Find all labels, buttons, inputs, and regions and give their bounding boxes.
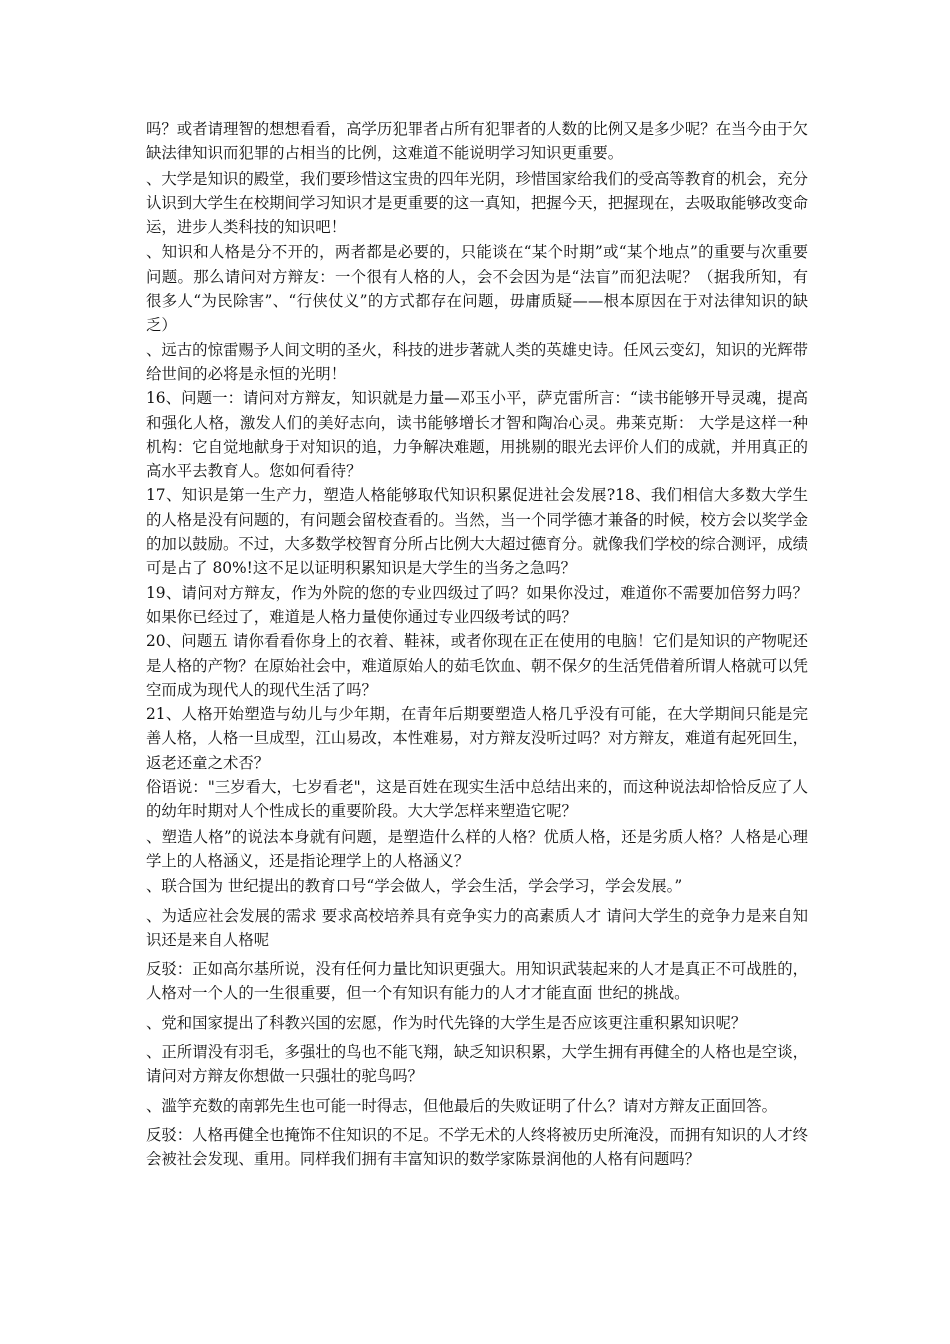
paragraph: 反驳：人格再健全也掩饰不住知识的不足。不学无术的人终将被历史所淹没，而拥有知识的人才终会被社会发现、重用。同样我们拥有丰富知识的数学家陈景润他的人格有问题吗？ — [146, 1125, 808, 1169]
paragraph: 、为适应社会发展的需求 要求高校培养具有竞争实力的高素质人才 请问大学生的竞争力是来自知识还是来自人格呢 — [146, 906, 808, 949]
paragraph: 、党和国家提出了科教兴国的宏愿，作为时代先锋的大学生是否应该更注重积累知识呢？ — [146, 1013, 747, 1032]
paragraph: 17、知识是第一生产力，塑造人格能够取代知识积累促进社会发展?18、我们相信大多数大学生的人格是没有问题的，有问题会留校查看的。当然，当一个同学德才兼备的时候，校方会以奖学金的加以鼓励。不过，大多数学校智育分所占比例大大超过德育分。就像我们学校的综合测评，成绩可是占了 80%!这不足以证明积累知识是大学生的当务之急吗？ — [146, 486, 808, 578]
paragraph: 、正所谓没有羽毛，多强壮的鸟也不能飞翔，缺乏知识积累，大学生拥有再健全的人格也是空谈，请问对方辩友你想做一只强壮的驼鸟吗？ — [146, 1042, 808, 1086]
document-body — [146, 117, 808, 1171]
paragraph: 、大学是知识的殿堂，我们要珍惜这宝贵的四年光阴，珍惜国家给我们的受高等教育的机会，充分认识到大学生在校期间学习知识才是更重要的这一真知，把握今天，把握现在，去吸取能够改变命运，进步人类科技的知识吧！ — [146, 169, 808, 237]
paragraph: 反驳：正如高尔基所说，没有任何力量比知识更强大。用知识武装起来的人才是真正不可战胜的，人格对一个人的一生很重要，但一个有知识有能力的人才才能直面 世纪的挑战。 — [146, 960, 808, 1003]
paragraph: 、联合国为 世纪提出的教育口号“学会做人，学会生活，学会学习，学会发展。” — [146, 877, 683, 896]
paragraph: 吗？或者请理智的想想看看，高学历犯罪者占所有犯罪者的人数的比例又是多少呢？在当今由于欠缺法律知识而犯罪的占相当的比例，这难道不能说明学习知识更重要。 — [146, 120, 808, 163]
paragraph: 19、请问对方辩友，作为外院的您的专业四级过了吗？如果你没过，难道你不需要加倍努力吗？如果你已经过了，难道是人格力量使你通过专业四级考试的吗？ — [146, 583, 808, 626]
paragraph: 20、问题五 请你看看你身上的衣着、鞋袜，或者你现在正在使用的电脑！它们是知识的产物呢还是人格的产物？在原始社会中，难道原始人的茹毛饮血、朝不保夕的生活凭借着所谓人格就可以凭空而成为现代人的现代生活了吗？ — [146, 632, 808, 699]
paragraph: 16、问题一：请问对方辩友，知识就是力量—邓玉小平，萨克雷所言：“读书能够开导灵魂，提高和强化人格，激发人们的美好志向，读书能够增长才智和陶冶心灵。弗莱克斯： 大学是这样一种机构：它自觉地献身于对知识的追，力争解决难题，用挑剔的眼光去评价人们的成就，并用真正的高水平去教育人。您如何看待？ — [146, 389, 808, 481]
paragraph: 、远古的惊雷赐予人间文明的圣火，科技的进步著就人类的英雄史诗。任风云变幻，知识的光辉带给世间的必将是永恒的光明！ — [146, 340, 808, 383]
paragraph: 、滥竽充数的南郭先生也可能一时得志，但他最后的失败证明了什么？请对方辩友正面回答。 — [146, 1096, 778, 1115]
paragraph: 21、人格开始塑造与幼儿与少年期，在青年后期要塑造人格几乎没有可能，在大学期间只能是完善人格，人格一旦成型，江山易改，本性难易，对方辩友没听过吗？对方辩友，难道有起死回生，返老还童之术否？ — [146, 705, 808, 772]
paragraph: 、知识和人格是分不开的，两者都是必要的，只能谈在“某个时期”或“某个地点”的重要与次重要问题。那么请问对方辩友：一个很有人格的人，会不会因为是“法盲”而犯法呢？（据我所知，有很多人“为民除害”、“行侠仗义”的方式都存在问题，毋庸质疑——根本原因在于对法律知识的缺乏） — [146, 243, 808, 335]
paragraph: 、塑造人格”的说法本身就有问题，是塑造什么样的人格？优质人格，还是劣质人格？人格是心理学上的人格涵义，还是指论理学上的人格涵义？ — [146, 827, 808, 870]
paragraph: 俗语说："三岁看大，七岁看老"，这是百姓在现实生活中总结出来的，而这种说法却恰恰反应了人的幼年时期对人个性成长的重要阶段。大大学怎样来塑造它呢？ — [146, 778, 808, 821]
